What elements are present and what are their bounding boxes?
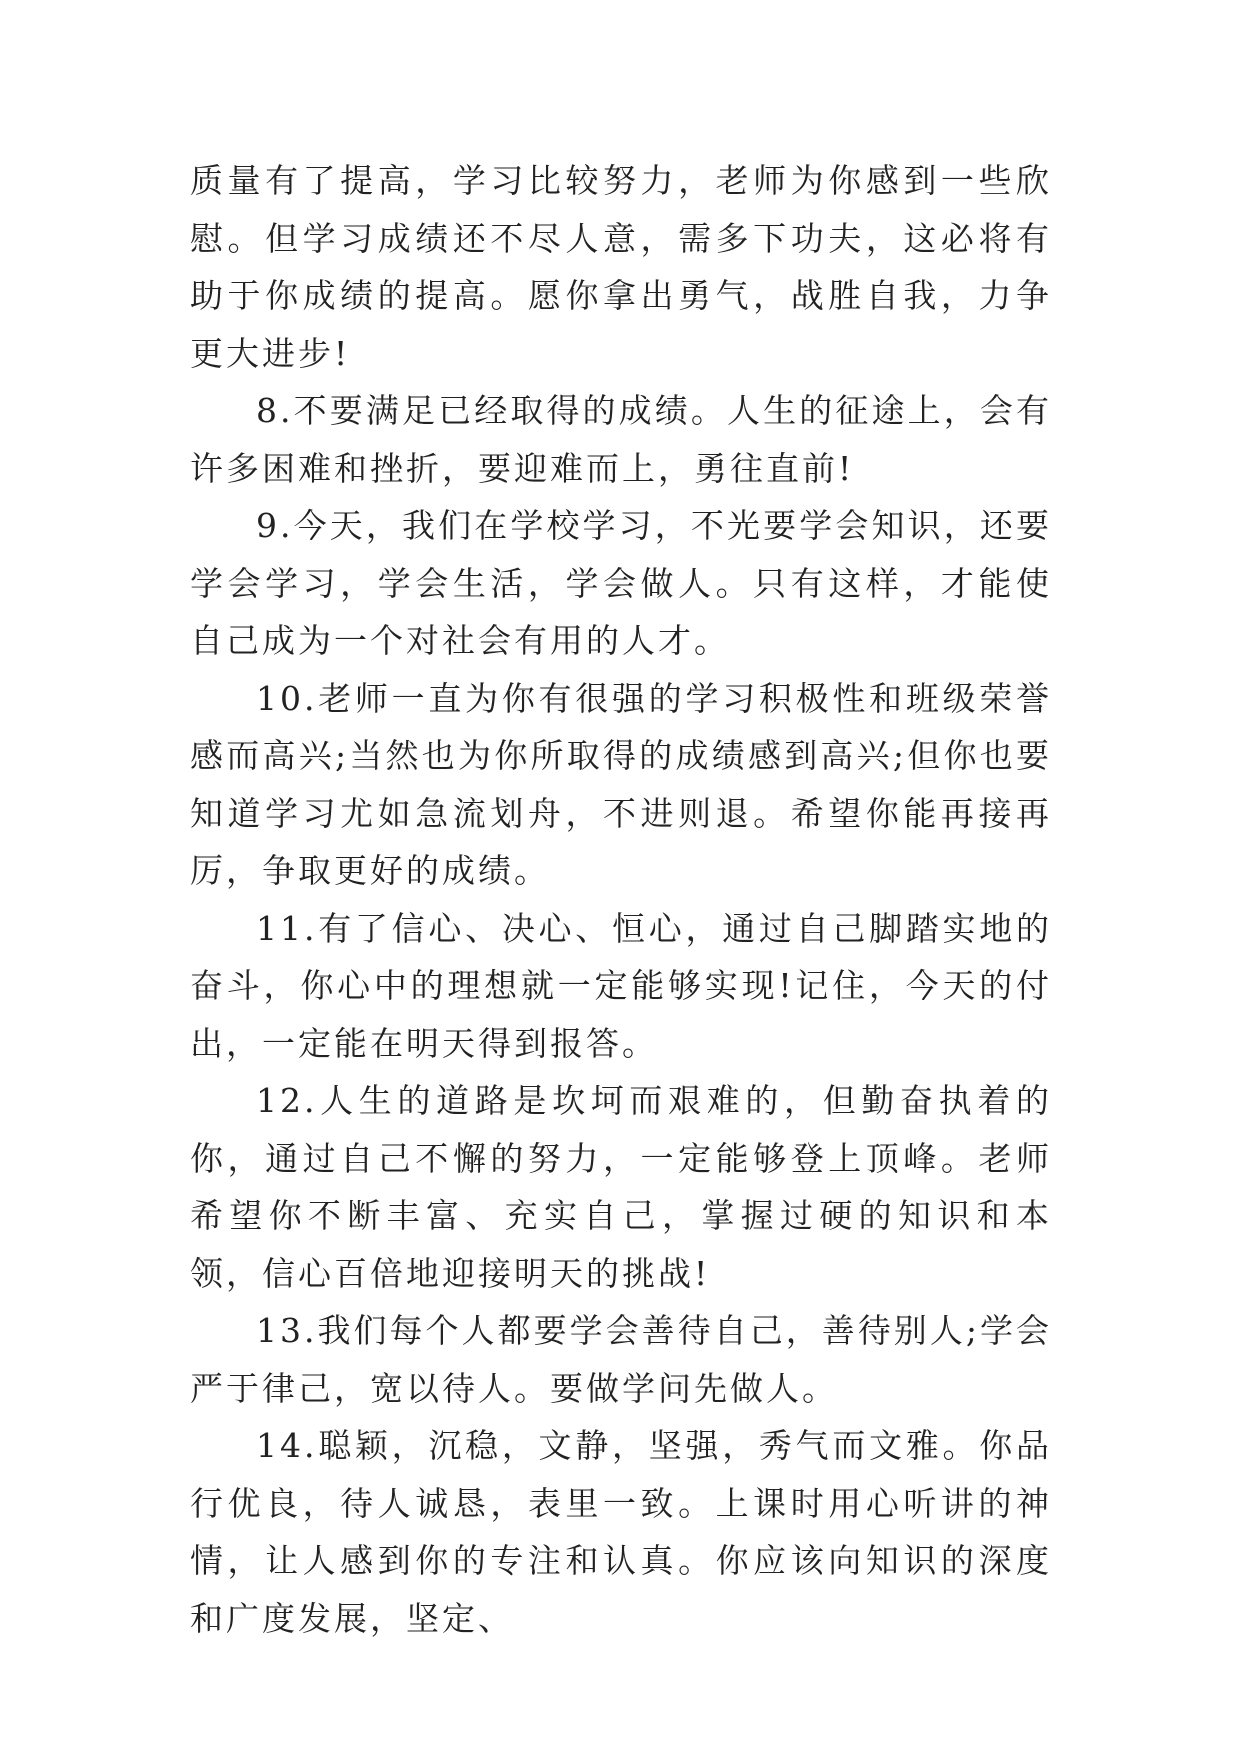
paragraph-10: 10.老师一直为你有很强的学习积极性和班级荣誉感而高兴;当然也为你所取得的成绩感到高兴;但你也要知道学习尤如急流划舟，不进则退。希望你能再接再厉，争取更好的成绩。 [190, 678, 1052, 890]
paragraph-12: 12.人生的道路是坎坷而艰难的，但勤奋执着的你，通过自己不懈的努力，一定能够登上顶峰。老师希望你不断丰富、充实自己，掌握过硬的知识和本领，信心百倍地迎接明天的挑战! [190, 1081, 1052, 1293]
paragraph-13: 13.我们每个人都要学会善待自己，善待别人;学会严于律己，宽以待人。要做学问先做人。 [190, 1311, 1052, 1408]
paragraph-11: 11.有了信心、决心、恒心，通过自己脚踏实地的奋斗，你心中的理想就一定能够实现!记住，今天的付出，一定能在明天得到报答。 [190, 908, 1052, 1063]
paragraph-14: 14.聪颖，沉稳，文静，坚强，秀气而文雅。你品行优良，待人诚恳，表里一致。上课时用心听讲的神情，让人感到你的专注和认真。你应该向知识的深度和广度发展，坚定、 [190, 1426, 1052, 1638]
paragraph-9: 9.今天，我们在学校学习，不光要学会知识，还要学会学习，学会生活，学会做人。只有这样，才能使自己成为一个对社会有用的人才。 [190, 506, 1052, 660]
paragraph-8: 8.不要满足已经取得的成绩。人生的征途上，会有许多困难和挫折，要迎难而上，勇往直前! [190, 391, 1052, 488]
document-body [190, 152, 1052, 1647]
paragraph-continued: 质量有了提高，学习比较努力，老师为你感到一些欣慰。但学习成绩还不尽人意，需多下功夫，这必将有助于你成绩的提高。愿你拿出勇气，战胜自我，力争更大进步! [190, 161, 1052, 373]
